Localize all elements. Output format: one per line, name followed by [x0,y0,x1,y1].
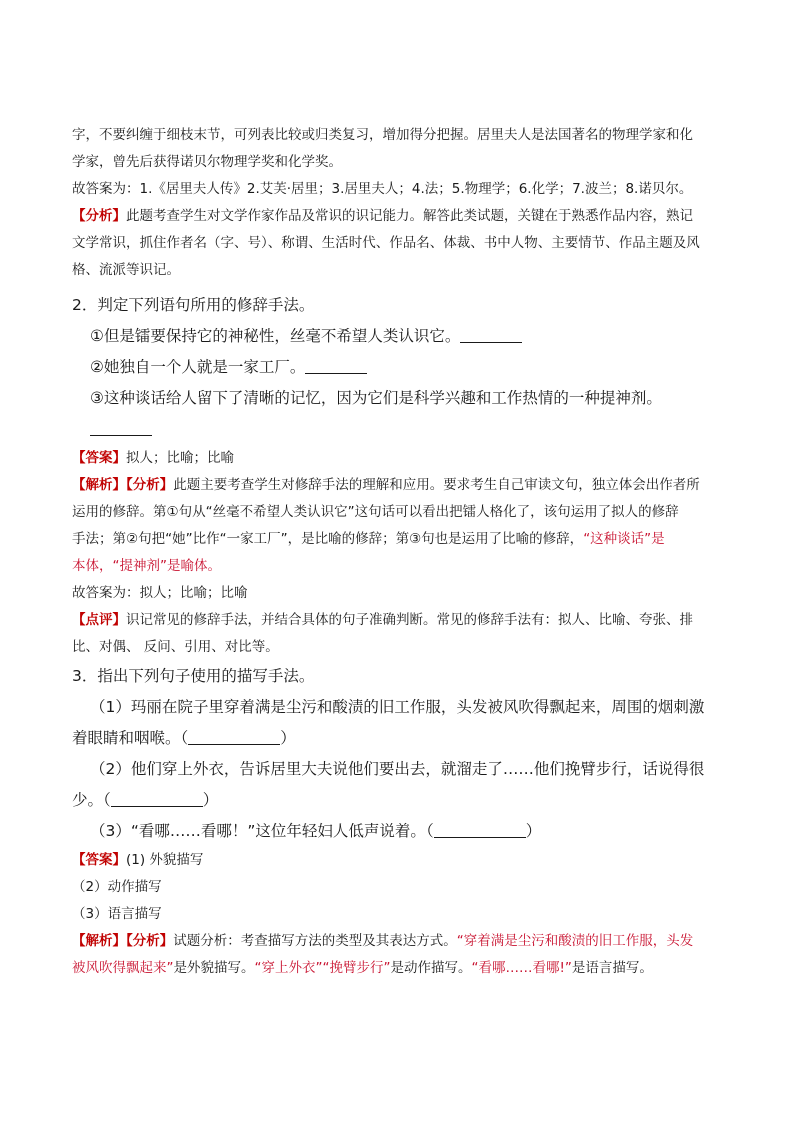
question-3-item: （3）“看哪……看哪！”这位年轻妇人低声说着。（ ） [90,822,542,840]
fenxi-tag: 【分析】 [126,933,174,949]
fenxi-tag: 【分析】 [126,477,174,493]
answer-blank[interactable] [188,729,280,746]
q2-comment: 【点评】识记常见的修辞手法，并结合具体的句子准确判断。常见的修辞手法有：拟人、比喻、夸张、排 [72,612,693,628]
intro-line: 字，不要纠缠于细枝末节，可列表比较或归类复习，增加得分把握。居里夫人是法国著名的物理学家和化 [72,127,693,143]
jiexi-tag: 【解析】 [72,933,126,949]
question-3-item: 少。（ ） [72,791,219,809]
q2-analysis: 【解析】【分析】此题主要考查学生对修辞手法的理解和应用。要求考生自己审读文句，独立体会出作者所 [72,477,700,493]
q2-analysis: 本体，“提神剂”是喻体。 [72,558,221,574]
question-2-item-blank-line [72,414,732,445]
q3-answer: （2）动作描写 [72,879,162,895]
answer-tag: 【答案】 [72,852,126,868]
jiexi-tag: 【解析】 [72,477,126,493]
q3-answer: 【答案】(1) 外貌描写 [72,852,204,868]
q3-analysis: 被风吹得飘起来”是外貌描写。“穿上外衣”“挽臂步行”是动作描写。“看哪……看哪!”是语言描写。 [72,960,653,976]
q1-analysis: 【分析】此题考查学生对文学作家作品及常识的识记能力。解答此类试题，关键在于熟悉作品内容，熟记 [72,208,693,224]
analysis-tag: 【分析】 [72,208,126,224]
question-2-item: ③这种谈话给人留下了清晰的记忆，因为它们是科学兴趣和工作热情的一种提神剂。 [90,389,662,407]
question-2-item: ①但是镭要保持它的神秘性，丝毫不希望人类认识它。 [72,321,732,352]
answer-blank[interactable] [90,420,152,437]
question-2-title: 2．判定下列语句所用的修辞手法。 [72,296,315,314]
q1-analysis: 文学常识，抓住作者名（字、号）、称谓、生活时代、作品名、体裁、书中人物、主要情节、作品主题及风 [72,235,700,251]
question-2-item: ②她独自一个人就是一家工厂。 [72,352,732,383]
q2-final-answer: 故答案为：拟人；比喻；比喻 [72,585,248,601]
document-page [72,122,732,982]
question-3-item: （1）玛丽在院子里穿着满是尘污和酸渍的旧工作服，头发被风吹得飘起来，周围的烟刺激 [90,698,705,716]
question-3-item: 着眼睛和咽喉。（ ） [72,729,296,747]
question-3-item: （2）他们穿上外衣，告诉居里大夫说他们要出去，就溜走了……他们挽臂步行，话说得很 [90,760,705,778]
intro-line: 学家，曾先后获得诺贝尔物理学奖和化学奖。 [72,154,342,170]
q1-analysis: 格、流派等识记。 [72,262,180,278]
answer-blank[interactable] [111,791,203,808]
q2-analysis: 手法；第②句把“她”比作“一家工厂”，是比喻的修辞；第③句也是运用了比喻的修辞，“这种谈话”是 [72,531,665,547]
q2-analysis: 运用的修辞。第①句从“丝毫不希望人类认识它”这句话可以看出把镭人格化了，该句运用了拟人的修辞 [72,504,679,520]
answer-tag: 【答案】 [72,450,126,466]
answer-blank[interactable] [434,822,526,839]
q3-answer: （3）语言描写 [72,906,162,922]
q3-analysis: 【解析】【分析】试题分析：考查描写方法的类型及其表达方式。“穿着满是尘污和酸渍的旧工作服，头发 [72,933,694,949]
q2-answer: 【答案】拟人；比喻；比喻 [72,450,234,466]
comment-tag: 【点评】 [72,612,126,628]
q2-comment: 比、对偶、 反问、引用、对比等。 [72,639,279,655]
question-3-title: 3．指出下列句子使用的描写手法。 [72,667,315,685]
answer-blank[interactable] [305,358,367,375]
answer-blank[interactable] [460,327,522,344]
q1-answer: 故答案为：1.《居里夫人传》2.艾芙·居里；3.居里夫人；4.法；5.物理学；6.化学；7.波兰；8.诺贝尔。 [72,181,693,197]
